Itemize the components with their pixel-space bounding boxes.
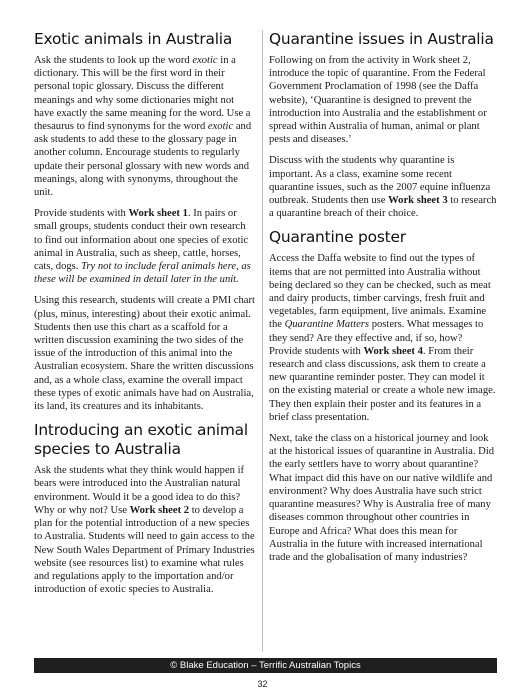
page-number: 32 [257,679,268,689]
paragraph-daffa-website [269,252,497,424]
text-run: Discuss with the students why quarantine is important. As a class, examine some recent quarantine issues, such as the 2007 equine influenza outbreak. Students then use [269,155,491,207]
italic-title: Quarantine Matters [284,319,370,331]
text-run: Provide students with [34,208,129,220]
heading-quarantine-issues: Quarantine issues in Australia [269,30,494,48]
paragraph-quarantine-importance [269,154,497,220]
footer-copyright-bar: © Blake Education – Terrific Australian Topics [34,658,497,673]
text-run: Ask the students what they think would happen if bears were introduced into the Australian natural environment. Would it be a good idea to do this? Why or why not? Use [34,465,245,516]
paragraph-work-sheet-1 [34,207,256,286]
italic-term: exotic [192,55,218,66]
text-run: in a dictionary. This will be the first word in their personal topic glossary. Discuss the different meanings and why some dictionaries might not have exactly the same meaning for the word. Use a thesaurus to find synonyms for the word [34,55,251,133]
text-run: posters. What messages to they send? Are they effective and, if so, how? Provide students with [269,319,484,357]
text-run: . In pairs or small groups, students conduct their own research to find out information about one species of exotic animal in Australia, such as sheep, cattle, horses, cats, dogs. [34,208,249,273]
work-sheet-ref: Work sheet 2 [129,504,190,516]
text-run: and ask students to add these to the glossary page in another column. Encourage students to regularly update their personal glossary with new words and meanings, along with synonyms, throughout the unit. [34,121,252,199]
column-divider [262,30,263,652]
work-sheet-ref: Work sheet 1 [128,208,188,220]
text-run: Ask the students to look up the word [34,55,193,66]
text-run: . From their research and class discussions, ask them to create a new quarantine reminder poster. They can model it on the existing material or create a whole new image. They then explain their poster and its features in a brief class presentation. [269,345,496,423]
italic-term: exotic [207,121,234,133]
text-run: Access the Daffa website to find out the types of items that are not permitted into Australia without being declared so they can be checked, such as meat and dairy products, timber carvings, fresh fruit and vegetables, farm equipment, live animals. Examine the [269,253,491,331]
work-sheet-ref: Work sheet 3 [388,195,448,207]
paragraph-proclamation: Following on from the activity in Work sheet 2, introduce the topic of quarantine. From the Federal Government Proclamation of 1998 (see the Daffa website), ‘Quarantine is designed to prevent the introduction into Australia and the establishment or spread within Australia of human, animal or plant pests and diseases.’ [269,55,487,146]
left-column [34,30,256,604]
italic-note: Try not to include feral animals here, as these will be examined in detail later in the unit. [34,261,251,286]
heading-exotic-animals: Exotic animals in Australia [34,30,233,48]
paragraph-bears [34,464,256,596]
text-run: to research a quarantine breach of their choice. [269,195,497,220]
heading-quarantine-poster: Quarantine poster [269,228,406,247]
paragraph-exotic-word [34,54,256,199]
paragraph-pmi-chart: Using this research, students will create a PMI chart (plus, minus, interesting) about their exotic animal. Students then use this chart as a scaffold for a written discussion examining the two sides of the issue of the introduction of this animal into the Australian ecosystem. Share the written discussions and, as a whole class, examine the overall impact these types of exotic animals have had on Australia, its land, its creatures and its inhabitants. [34,295,255,413]
work-sheet-ref: Work sheet 4 [363,345,423,357]
text-run: to develop a plan for the potential introduction of a new species to Australia. Students will need to gain access to the New South Wales Department of Primary Industries website (see resources list) to examine what rules and regulations apply to the importation and/or introduction of exotic species to Australia. [34,504,255,596]
paragraph-historical-journey: Next, take the class on a historical journey and look at the historical issues of quarantine in Australia. Did the early settlers have to worry about quarantine? What impact did this have on our native wildlife and environment? Why does Australia have such strict quarantine measures? Why is Australia free of many diseases common throughout other countries in Europe and Africa? What does this mean for Australia in the future with increased international trade and the globalisation of many industries? [269,433,495,563]
right-column [269,30,497,572]
heading-introducing-species: Introducing an exotic animal species to Australia [34,421,248,459]
